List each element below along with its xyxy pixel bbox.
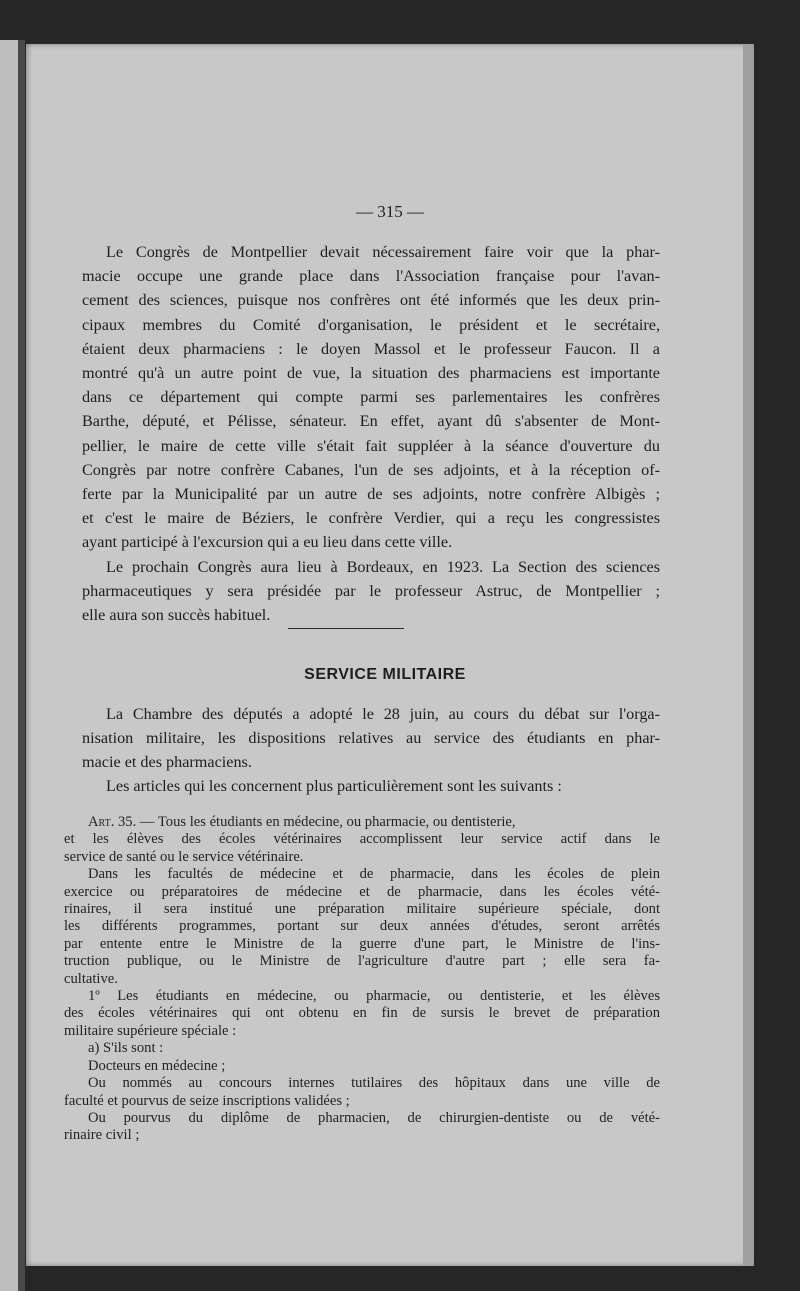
text-line: étaient deux pharmaciens : le doyen Massol et le professeur Faucon. Il a <box>82 339 660 358</box>
text-line: des écoles vétérinaires qui ont obtenu en fin de sursis le brevet de préparation <box>64 1005 660 1022</box>
text-line: Dans les facultés de médecine et de pharmacie, dans les écoles de plein <box>88 866 660 883</box>
page-number: — 315 — <box>356 202 424 221</box>
section-divider <box>288 628 404 629</box>
text-line: a) S'ils sont : <box>88 1040 164 1057</box>
book-page <box>26 44 754 1266</box>
text-line: et les élèves des écoles vétérinaires accomplissent leur service actif dans le <box>64 831 660 848</box>
text-line: par entente entre le Ministre de la guerre d'une part, le Ministre de l'ins- <box>64 935 660 952</box>
text-line: et c'est le maire de Béziers, le confrère Verdier, qui a reçu les congressistes <box>82 509 660 528</box>
text-line: 1º Les étudiants en médecine, ou pharmacie, ou dentisterie, et les élèves <box>88 988 660 1005</box>
text-line: Le Congrès de Montpellier devait nécessairement faire voir que la phar- <box>106 243 660 261</box>
article-35 <box>64 814 660 1145</box>
text-line: montré qu'à un autre point de vue, la situation des pharmaciens est importante <box>82 364 660 383</box>
text-line: — Tous les étudiants en médecine, ou pharmacie, ou dentisterie, <box>136 814 516 830</box>
text-line: Les articles qui les concernent plus particulièrement sont les suivants : <box>106 777 562 795</box>
section-intro <box>82 702 660 798</box>
text-line: elle aura son succès habituel. <box>82 606 271 625</box>
text-line: macie et des pharmaciens. <box>82 753 252 771</box>
text-line: La Chambre des députés a adopté le 28 juin, au cours du débat sur l'orga- <box>106 705 660 723</box>
section-title: SERVICE MILITAIRE <box>304 666 466 683</box>
text-line: dans ce département qui compte parmi ses parlementaires les confrères <box>82 388 660 407</box>
text-line: pellier, le maire de cette ville s'était fait suppléer à la séance d'ouverture du <box>82 436 660 455</box>
text-line: rinaire civil ; <box>64 1127 140 1144</box>
text-line: cement des sciences, puisque nos confrères ont été informés que les deux prin- <box>82 291 660 310</box>
text-line: exercice ou préparatoires de médecine et de pharmacie, dans les écoles vété- <box>64 883 660 900</box>
page-right-edge <box>743 44 753 1266</box>
text-line: Docteurs en médecine ; <box>88 1057 226 1074</box>
intro-paragraph <box>82 240 660 555</box>
text-line: faculté et pourvus de seize inscriptions validées ; <box>64 1092 350 1109</box>
text-line: Ou nommés au concours internes tutilaires des hôpitaux dans une ville de <box>88 1075 660 1092</box>
bordeaux-paragraph <box>82 555 660 628</box>
text-line: service de santé ou le service vétérinaire. <box>64 848 304 865</box>
text-line: cultative. <box>64 970 118 987</box>
text-line: nisation militaire, les dispositions relatives au service des étudiants en phar- <box>82 729 660 747</box>
text-line: Ou pourvus du diplôme de pharmacien, de chirurgien-dentiste ou de vété- <box>88 1109 660 1126</box>
text-line: les différents programmes, portant sur deux années d'études, seront arrêtés <box>64 918 660 935</box>
text-line: truction publique, ou le Ministre de l'agriculture d'autre part ; elle sera fa- <box>64 953 660 970</box>
text-line: ferte par la Municipalité par un autre de ses adjoints, notre confrère Albigès ; <box>82 485 660 504</box>
book-gutter <box>18 40 25 1291</box>
article-label: Art. 35. <box>88 814 137 830</box>
article-first-line <box>64 814 660 831</box>
text-line: Le prochain Congrès aura lieu à Bordeaux, en 1923. La Section des sciences <box>106 557 660 576</box>
text-line: pharmaceutiques y sera présidée par le professeur Astruc, de Montpellier ; <box>82 581 660 600</box>
intro-text-block <box>82 240 660 627</box>
text-line: rinaires, il sera institué une préparation militaire supérieure spéciale, dont <box>64 901 660 918</box>
text-line: militaire supérieure spéciale : <box>64 1022 237 1039</box>
text-line: macie occupe une grande place dans l'Association française pour l'avan- <box>82 267 660 286</box>
text-line: cipaux membres du Comité d'organisation, le président et le secrétaire, <box>82 315 660 334</box>
text-line: Congrès par notre confrère Cabanes, l'un de ses adjoints, et à la réception of- <box>82 460 660 479</box>
text-line: Barthe, député, et Pélisse, sénateur. En effet, ayant dû s'absenter de Mont- <box>82 412 660 431</box>
text-line: ayant participé à l'excursion qui a eu lieu dans cette ville. <box>82 533 453 552</box>
